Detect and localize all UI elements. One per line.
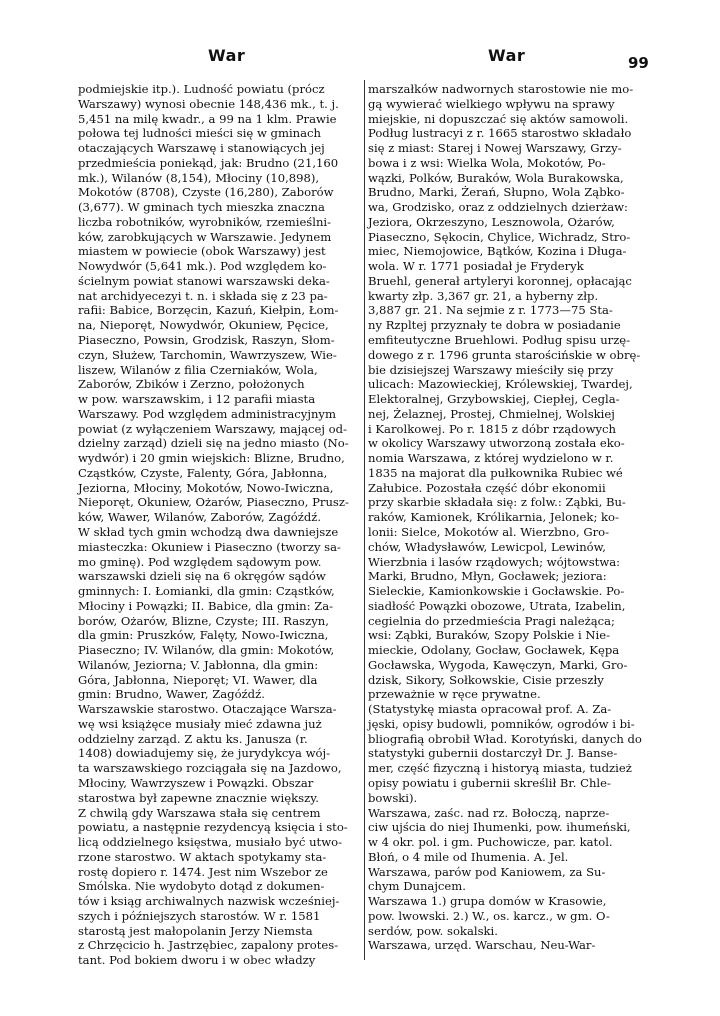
text-line: ków, zarobkujących w Warszawie. Jedynem [78,229,332,244]
text-line: Jeziora, Okrzeszyno, Lesznowola, Ożarów, [368,214,615,229]
text-line: Warszawa 1.) grupa domów w Krasowie, [368,894,607,909]
text-line: statystyki gubernii dostarczył Dr. J. Banse- [368,746,618,761]
text-line: dzisk, Sikory, Sołkowskie, Cisie przeszły [368,672,604,687]
text-line: gminnych: I. Łomianki, dla gmin: Cząstków, [78,584,335,599]
text-line: ulicach: Mazowieckiej, Królewskiej, Twardej, [368,377,633,392]
text-line: bie dzisiejszej Warszawy mieściły się przy [368,362,614,377]
text-line: Z chwilą gdy Warszawa stała się centrem [78,805,321,820]
text-line: Brudno, Marki, Żerań, Słupno, Wola Ząbko- [368,185,625,200]
text-line: raków, Kamionek, Królikarnia, Jelonek; ko- [368,510,619,525]
text-line: szych i późniejszych starostów. W r. 1581 [78,908,321,923]
text-line: (Statystykę miasta opracował prof. A. Za- [368,702,612,717]
text-line: Warszawskie starostwo. Otaczające Warsza- [78,702,337,717]
text-line: borów, Ożarów, Blizne, Czyste; III. Raszyn, [78,613,329,628]
text-line: w pow. warszawskim, i 12 parafii miasta [78,392,316,407]
text-line: ciw ujścia do niej Ihumenki, pow. ihumeński, [368,820,631,835]
text-line: wę wsi książęce musiały mieć zdawna już [78,716,322,731]
text-line: ścielnym powiat stanowi warszawski deka- [78,273,330,288]
text-line: w 4 okr. pol. i gm. Puchowicze, par. katol. [368,835,613,850]
text-line: i Karolkowej. Po r. 1815 z dóbr rządowych [368,421,617,436]
text-line: dowego z r. 1796 grunta starościńskie w obrę- [368,347,641,362]
text-line: mer, część fizyczną i historyą miasta, tudzież [368,761,632,776]
text-line: Góra, Jabłonna, Nieporęt; VI. Wawer, dla [78,672,318,687]
text-line: Załubice. Pozostała część dóbr ekonomii [368,480,606,495]
text-line: czyn, Służew, Tarchomin, Wawrzyszew, Wie- [78,347,337,362]
text-line: Warszawy. Pod względem administracyjnym [78,406,336,421]
text-line: Warszawa, urzęd. Warschau, Neu-War- [368,938,596,953]
text-line: z Chrzęcicio h. Jastrzębiec, zapalony protes- [78,938,339,953]
text-line: nat archidyecezyi t. n. i składa się z 23 pa- [78,288,328,303]
text-line: Gocławska, Wygoda, Kawęczyn, Marki, Gro- [368,657,628,672]
text-line: dzielny zarząd) dzieli się na jedno miasto (No- [78,436,349,451]
text-line: mo gminę). Pod względem sądowym pow. [78,554,322,569]
text-line: tów i ksiąg archiwalnych nazwisk wcześniej- [78,894,340,909]
text-line: bliografią obrobił Wład. Korotyński, danych do [368,731,642,746]
text-line: otaczających Warszawę i stanowiących jej [78,141,325,156]
text-line: połowa tej ludności mieści się w gminach [78,126,322,141]
text-line: powiatu, a następnie rezydencyą księcia i sto- [78,820,348,835]
text-line: Nieporęt, Okuniew, Ożarów, Piaseczno, Prusz- [78,495,349,510]
text-line: wązki, Polków, Buraków, Wola Burakowska, [368,170,624,185]
text-line: Podług lustracyi z r. 1665 starostwo składało [368,126,632,141]
text-line: na, Nieporęt, Nowydwór, Okuniew, Pęcice, [78,318,329,333]
text-line: miec, Niemojowice, Bątków, Kozina i Długa- [368,244,627,259]
text-line: kwarty złp. 3,367 gr. 21, a hyberny złp. [368,288,599,303]
text-line: się z miast: Starej i Nowej Warszawy, Grzy- [368,141,622,156]
text-line: wola. W r. 1771 posiadał je Fryderyk [368,259,584,274]
text-line: Sieleckie, Kamionkowskie i Gocławskie. Po- [368,584,625,599]
text-line: liczba robotników, wyrobników, rzemieślni- [78,214,332,229]
text-line: Warszawa, parów pod Kaniowem, za Su- [368,864,606,879]
text-line: Piaseczno, Powsin, Grodzisk, Raszyn, Słom- [78,333,335,348]
text-line: Mokotów (8708), Czyste (16,280), Zaborów [78,185,334,200]
text-line: Warszawy) wynosi obecnie 148,436 mk., t. j. [78,96,339,111]
text-line: wa, Grodzisko, oraz z oddzielnych dzierżaw: [368,200,628,215]
text-line: chów, Władysławów, Lewicpol, Lewinów, [368,539,606,554]
text-line: rzone starostwo. W aktach spotykamy sta- [78,849,327,864]
text-line: Młociny i Powązki; II. Babice, dla gmin: Za- [78,598,334,613]
text-line: ta warszawskiego rozciągała się na Jazdowo, [78,761,342,776]
text-line: powiat (z wyłączeniem Warszawy, mającej od- [78,421,347,436]
text-line: Błoń, o 4 mile od Ihumenia. A. Jel. [368,849,569,864]
text-line: Młociny, Wawrzyszew i Powązki. Obszar [78,775,314,790]
text-line: W skład tych gmin wchodzą dwa dawniejsze [78,524,339,539]
text-line: bowski). [368,790,418,805]
text-line: serdów, pow. sokalski. [368,923,498,938]
text-line: emfiteutyczne Bruehlowi. Podług spisu urzę- [368,333,631,348]
text-line: Jeziorna, Młociny, Mokotów, Nowo-Iwiczna, [78,480,334,495]
text-line: mk.), Wilanów (8,154), Młociny (10,898), [78,170,320,185]
text-line: cegielnia do przedmieścia Pragi należąca; [368,613,615,628]
text-line: licą oddzielnego księstwa, musiało być utwo- [78,835,343,850]
text-line: przy skarbie składała się: z folw.: Ząbki, Bu- [368,495,626,510]
text-line: Wilanów, Jeziorna; V. Jabłonna, dla gmin: [78,657,319,672]
column-divider [364,80,365,960]
text-line: wydwór) i 20 gmin wiejskich: Blizne, Brudno, [78,451,345,466]
page-number: 99 [628,54,649,72]
text-line: Warszawa, zaśc. nad rz. Bołoczą, naprze- [368,805,610,820]
running-head-right: War [488,46,526,65]
text-line: przeważnie w ręce prywatne. [368,687,541,702]
text-line: tant. Pod bokiem dworu i w obec władzy [78,953,316,968]
text-line: 3,887 gr. 21. Na sejmie z r. 1773—75 Sta- [368,303,613,318]
text-line: starostwa był zapewne znacznie większy. [78,790,319,805]
text-line: miasteczka: Okuniew i Piaseczno (tworzy sa- [78,539,341,554]
text-line: dla gmin: Pruszków, Falęty, Nowo-Iwiczna, [78,628,329,643]
right-column-text [368,82,643,953]
running-head-left: War [208,46,246,65]
text-line: siadłość Powązki obozowe, Utrata, Izabelin, [368,598,626,613]
text-line: nomia Warszawa, z której wydzielono w r. [368,451,614,466]
text-line: 1408) dowiadujemy się, że jurydykcya wój- [78,746,330,761]
text-line: rostę dopiero r. 1474. Jest nim Wszebor ze [78,864,328,879]
text-line: opisy powiatu i gubernii skreślił Br. Chle- [368,775,611,790]
text-line: nej, Żelaznej, Prostej, Chmielnej, Wolskiej [368,406,615,421]
text-line: ny Rzpltej przyznały te dobra w posiadanie [368,318,621,333]
text-line: miejskie, ni dopuszczać się aktów samowoli. [368,111,629,126]
text-line: oddzielny zarząd. Z aktu ks. Janusza (r. [78,731,308,746]
text-line: Marki, Brudno, Młyn, Gocławek; jeziora: [368,569,607,584]
text-line: Nowydwór (5,641 mk.). Pod względem ko- [78,259,327,274]
text-line: ków, Wawer, Wilanów, Zaborów, Zagóźdź. [78,510,322,525]
text-line: miastem w powiecie (obok Warszawy) jest [78,244,326,259]
left-column-text [78,82,361,968]
text-line: marszałków nadwornych starostowie nie mo- [368,82,634,96]
text-line: 5,451 na milę kwadr., a 99 na 1 klm. Prawie [78,111,337,126]
text-line: bowa i z wsi: Wielka Wola, Mokotów, Po- [368,155,606,170]
text-line: (3,677). W gminach tych mieszka znaczna [78,200,325,215]
text-line: Bruehl, generał artyleryi koronnej, opłacając [368,273,632,288]
text-line: gą wywierać wielkiego wpływu na sprawy [368,96,615,111]
text-line: gmin: Brudno, Wawer, Zagóźdź. [78,687,265,702]
text-line: Elektoralnej, Grzybowskiej, Ciepłej, Cegla- [368,392,620,407]
text-line: warszawski dzieli się na 6 okręgów sądów [78,569,326,584]
text-line: w okolicy Warszawy utworzoną została eko- [368,436,625,451]
text-line: lonii: Sielce, Mokotów al. Wierzbno, Gro- [368,524,610,539]
text-line: pow. lwowski. 2.) W., os. karcz., w gm. O- [368,908,610,923]
text-line: mieckie, Odolany, Gocław, Gocławek, Kępa [368,643,620,658]
text-line: Zaborów, Zbików i Zerzno, położonych [78,377,305,392]
text-line: Smólska. Nie wydobyto dotąd z dokumen- [78,879,325,894]
text-line: podmiejskie itp.). Ludność powiatu (prócz [78,82,325,96]
text-line: chym Dunajcem. [368,879,466,894]
text-line: wsi: Ząbki, Buraków, Szopy Polskie i Nie- [368,628,610,643]
text-line: Cząstków, Czyste, Falenty, Góra, Jabłonna, [78,465,328,480]
text-line: Piaseczno; IV. Wilanów, dla gmin: Mokotów, [78,643,335,658]
text-line: Piaseczno, Sękocin, Chylice, Wichradz, Stro- [368,229,631,244]
text-line: Wierzbnia i lasów rządowych; wójtowstwa: [368,554,621,569]
text-line: jęski, opisy budowli, pomników, ogrodów i bi- [368,716,635,731]
text-line: starostą jest małopolanin Jerzy Niemsta [78,923,313,938]
text-line: przedmieścia poniekąd, jak: Brudno (21,160 [78,155,339,170]
text-line: liszew, Wilanów z filia Czerniaków, Wola, [78,362,318,377]
text-line: 1835 na majorat dla pułkownika Rubiec wé [368,465,623,480]
text-line: rafii: Babice, Borzęcin, Kazuń, Kiełpin, Łom- [78,303,339,318]
